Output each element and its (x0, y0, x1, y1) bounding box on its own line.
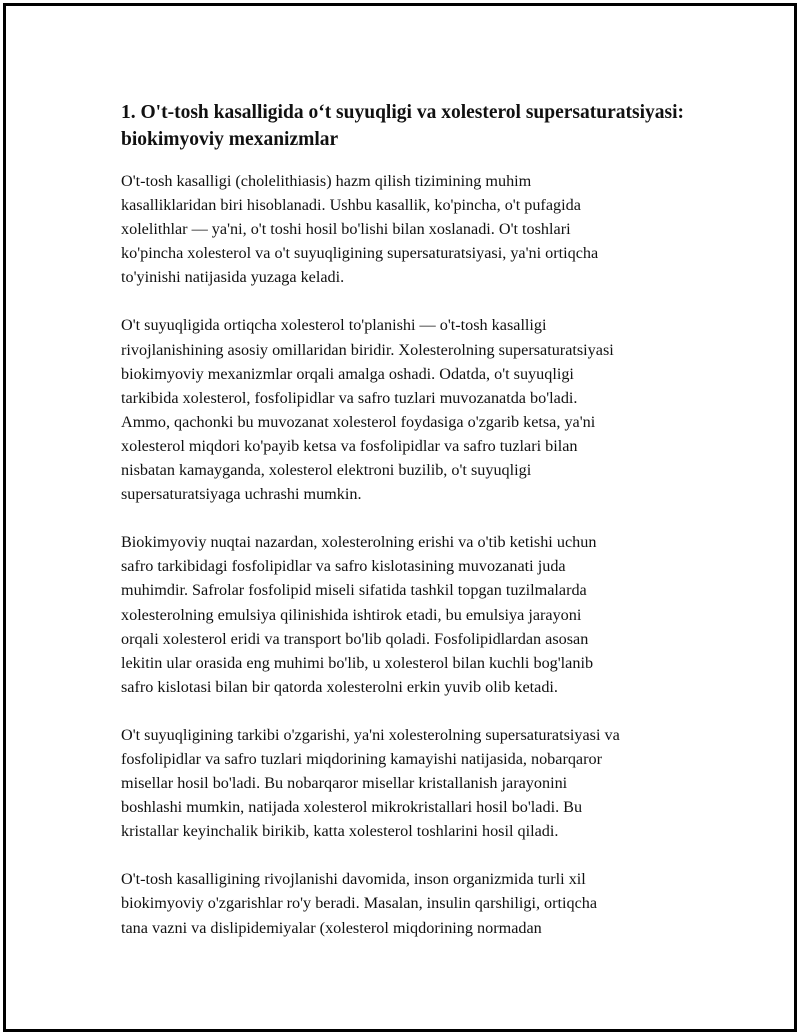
paragraph-5: O't-tosh kasalligining rivojlanishi davomida, inson organizmida turli xil biokimyoviy o'zgarishlar ro'y beradi. Masalan, insulin qarshiligi, ortiqcha tana vazni va dislipidemiyalar (xolesterol miqdorining normadan (121, 870, 598, 937)
section-title: 1. O't-tosh kasalligida o‘t suyuqligi va xolesterol supersaturatsiyasi: biokimyoviy mexanizmlar (121, 102, 685, 150)
paragraph-2: O't suyuqligida ortiqcha xolesterol to'planishi — o't-tosh kasalligi rivojlanishining asosiy omillaridan biridir. Xolesterolning supersaturatsiyasi biokimyoviy mexanizmlar orqali amalga oshadi. Odatda, o't suyuqligi tarkibida xolesterol, fosfolipidlar va safro tuzlari muvozanatda bo'ladi. Ammo, qachonki bu muvozanat xolesterol foydasiga o'zgarib ketsa, ya'ni xolesterol miqdori ko'payib ketsa va fosfolipidlar va safro tuzlari bilan nisbatan kamayganda, xolesterol elektroni buzilib, o't suyuqligi supersaturatsiyaga uchrashi mumkin. (121, 316, 614, 504)
paragraph-3: Biokimyoviy nuqtai nazardan, xolesterolning erishi va o'tib ketishi uchun safro tarkibidagi fosfolipidlar va safro kislotasining muvozanati juda muhimdir. Safrolar fosfolipid miseli sifatida tashkil topgan tuzilmalarda xolesterolning emulsiya qilinishida ishtirok etadi, bu emulsiya jarayoni orqali xolesterol eridi va transport bo'lib qoladi. Fosfolipidlardan asosan lekitin ular orasida eng muhimi bo'lib, u xolesterol bilan kuchli bog'lanib safro kislotasi bilan bir qatorda xolesterolni erkin yuvib olib ketadi. (121, 533, 597, 696)
paragraph-1: O't-tosh kasalligi (cholelithiasis) hazm qilish tizimining muhim kasalliklaridan biri hisoblanadi. Ushbu kasallik, ko'pincha, o't pufagida xolelithlar — ya'ni, o't toshi hosil bo'lishi bilan xoslanadi. O't toshlari ko'pincha xolesterol va o't suyuqligining supersaturatsiyasi, ya'ni ortiqcha to'yinishi natijasida yuzaga keladi. (121, 172, 599, 287)
document-body (121, 99, 701, 964)
paragraph-4: O't suyuqligining tarkibi o'zgarishi, ya'ni xolesterolning supersaturatsiyasi va fosfolipidlar va safro tuzlari miqdorining kamayishi natijasida, nobarqaror misellar hosil bo'ladi. Bu nobarqaror misellar kristallanish jarayonini boshlashi mumkin, natijada xolesterol mikrokristallari hosil bo'ladi. Bu kristallar keyinchalik birikib, katta xolesterol toshlarini hosil qiladi. (121, 725, 620, 841)
page-frame (3, 3, 797, 1032)
